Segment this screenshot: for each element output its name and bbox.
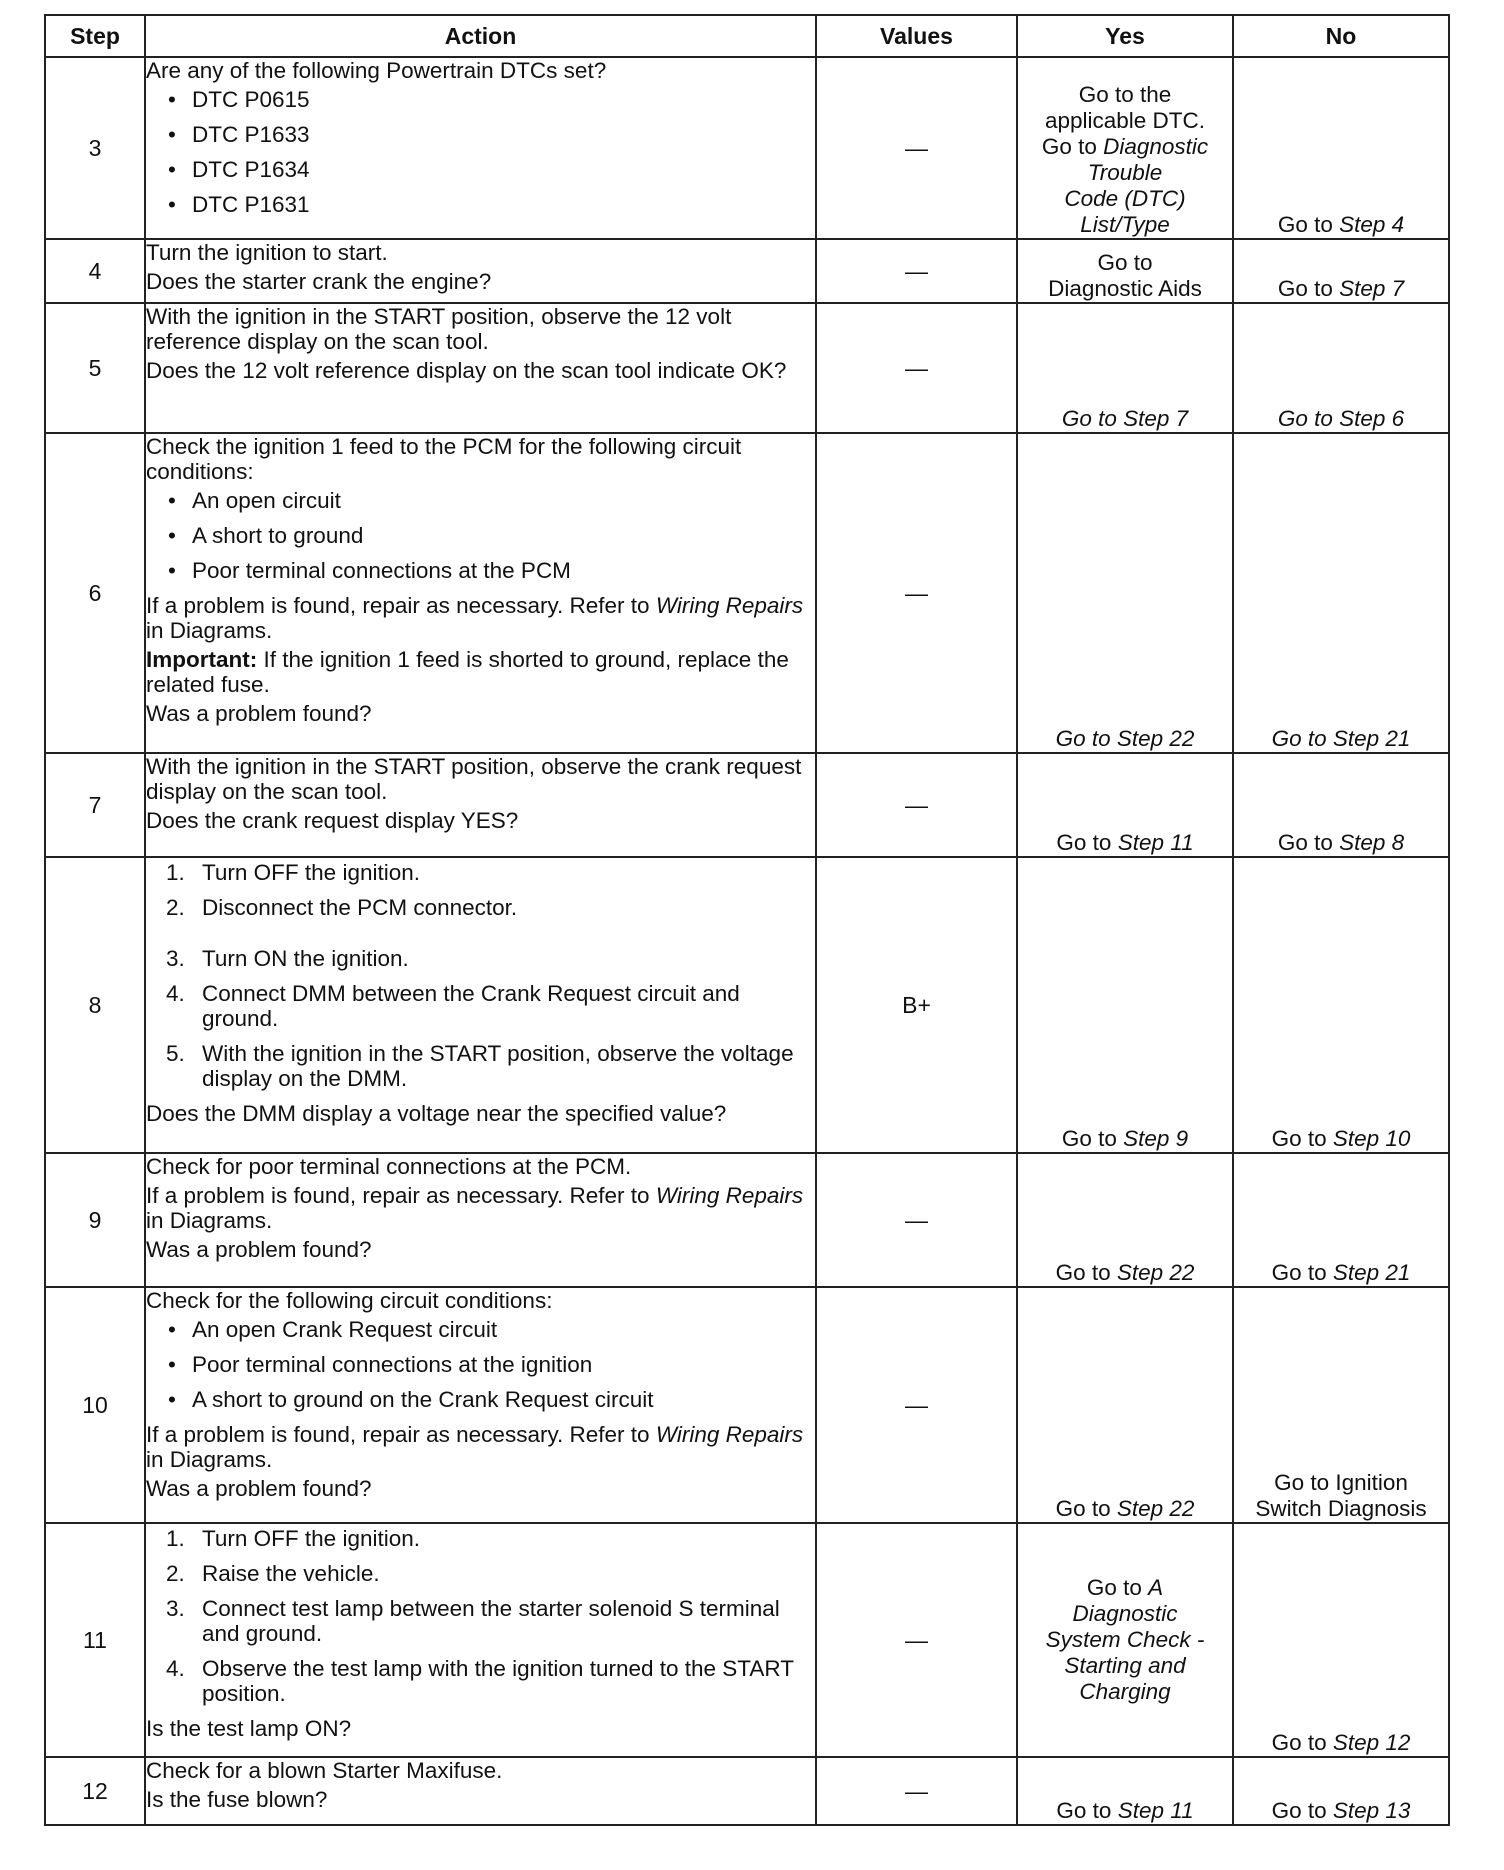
value-cell: B+ xyxy=(816,857,1017,1153)
yes-cell: Go to Step 22 xyxy=(1017,1287,1233,1523)
no-line: Switch Diagnosis xyxy=(1255,1496,1427,1521)
list-item: 3. Connect test lamp between the starter solenoid S terminal and ground. xyxy=(166,1596,780,1646)
value-cell: — xyxy=(816,1757,1017,1825)
table-row xyxy=(45,1287,1449,1523)
table-row xyxy=(45,303,1449,433)
table-row xyxy=(45,433,1449,753)
yes-cell: Go to Step 22 xyxy=(1017,433,1233,753)
step-number: 12 xyxy=(45,1757,145,1825)
list-item: 2. Disconnect the PCM connector. xyxy=(166,895,518,920)
step-number: 3 xyxy=(45,57,145,239)
yes-line: Go to A xyxy=(1086,1575,1164,1600)
no-cell: Go to Step 12 xyxy=(1233,1523,1449,1757)
list-item: • Poor terminal connections at the PCM xyxy=(146,558,815,583)
step-number: 9 xyxy=(45,1153,145,1287)
yes-cell: Go to Step 11 xyxy=(1017,1757,1233,1825)
yes-line: Starting and xyxy=(1064,1653,1186,1678)
procedure-list xyxy=(146,1526,815,1706)
action-cell xyxy=(145,1757,816,1825)
action-question: Are any of the following Powertrain DTCs set? xyxy=(146,58,607,83)
wiring-repairs-ref: Wiring Repairs xyxy=(655,1183,804,1208)
step-number: 5 xyxy=(45,303,145,433)
action-text: With the ignition in the START position, observe the 12 volt reference display on the scan tool. xyxy=(146,304,732,354)
action-cell xyxy=(145,57,816,239)
list-item: 4. Observe the test lamp with the ignition turned to the START position. xyxy=(166,1656,794,1706)
step-number: 10 xyxy=(45,1287,145,1523)
action-question: Is the fuse blown? xyxy=(146,1787,328,1812)
yes-line: Diagnostic Aids xyxy=(1048,276,1202,301)
yes-line: Diagnostic xyxy=(1072,1601,1178,1626)
yes-cell: Go to Step 7 xyxy=(1017,303,1233,433)
action-cell xyxy=(145,303,816,433)
step-number: 7 xyxy=(45,753,145,857)
action-question: Was a problem found? xyxy=(146,701,372,726)
header-action: Action xyxy=(145,15,816,57)
action-text: Check for poor terminal connections at the PCM. xyxy=(146,1154,632,1179)
no-cell: Go to Step 6 xyxy=(1233,303,1449,433)
action-question: Does the 12 volt reference display on the scan tool indicate OK? xyxy=(146,358,787,383)
list-item: 2. Raise the vehicle. xyxy=(166,1561,380,1586)
important-note: Important: If the ignition 1 feed is shorted to ground, replace the related fuse. xyxy=(146,647,789,697)
action-cell xyxy=(145,857,816,1153)
list-item: • An open Crank Request circuit xyxy=(146,1317,815,1342)
value-cell: — xyxy=(816,433,1017,753)
dtc-list xyxy=(146,87,815,217)
value-cell: — xyxy=(816,57,1017,239)
action-question: Is the test lamp ON? xyxy=(146,1716,352,1741)
no-cell xyxy=(1233,1287,1449,1523)
action-question: Was a problem found? xyxy=(146,1476,372,1501)
yes-line: Charging xyxy=(1079,1679,1171,1704)
no-cell: Go to Step 21 xyxy=(1233,433,1449,753)
action-text: If a problem is found, repair as necessary. Refer to Wiring Repairs in Diagrams. xyxy=(146,1183,804,1233)
list-item: • DTC P0615 xyxy=(146,87,815,112)
step-number: 6 xyxy=(45,433,145,753)
step-number: 8 xyxy=(45,857,145,1153)
step-number: 11 xyxy=(45,1523,145,1757)
yes-line: System Check - xyxy=(1045,1627,1205,1652)
action-cell xyxy=(145,1523,816,1757)
list-item: 4. Connect DMM between the Crank Request circuit and ground. xyxy=(166,981,740,1031)
action-cell xyxy=(145,753,816,857)
no-cell: Go to Step 21 xyxy=(1233,1153,1449,1287)
yes-cell: Go to Step 22 xyxy=(1017,1153,1233,1287)
wiring-repairs-ref: Wiring Repairs xyxy=(655,593,804,618)
table-row xyxy=(45,1757,1449,1825)
action-text: Check for the following circuit conditions: xyxy=(146,1288,553,1313)
table-row xyxy=(45,1153,1449,1287)
no-cell: Go to Step 13 xyxy=(1233,1757,1449,1825)
list-item: • Poor terminal connections at the ignition xyxy=(146,1352,815,1377)
value-cell: — xyxy=(816,753,1017,857)
condition-list xyxy=(146,1317,815,1412)
list-item: • DTC P1633 xyxy=(146,122,815,147)
value-cell: — xyxy=(816,1153,1017,1287)
value-cell: — xyxy=(816,1287,1017,1523)
yes-line: List/Type xyxy=(1080,212,1170,237)
action-text: If a problem is found, repair as necessary. Refer to Wiring Repairs in Diagrams. xyxy=(146,1422,804,1472)
header-row xyxy=(45,15,1449,57)
yes-cell xyxy=(1017,1523,1233,1757)
wiring-repairs-ref: Wiring Repairs xyxy=(655,1422,804,1447)
list-item: • A short to ground on the Crank Request circuit xyxy=(146,1387,815,1412)
action-question: Does the crank request display YES? xyxy=(146,808,519,833)
table-row xyxy=(45,857,1449,1153)
list-item: • DTC P1634 xyxy=(146,157,815,182)
action-cell xyxy=(145,1287,816,1523)
yes-cell xyxy=(1017,57,1233,239)
list-item: 1. Turn OFF the ignition. xyxy=(166,860,421,885)
no-cell: Go to Step 7 xyxy=(1233,239,1449,303)
condition-list xyxy=(146,488,815,583)
list-item: 5. With the ignition in the START position, observe the voltage display on the DMM. xyxy=(166,1041,794,1091)
no-cell: Go to Step 4 xyxy=(1233,57,1449,239)
yes-cell: Go to Step 9 xyxy=(1017,857,1233,1153)
header-step: Step xyxy=(45,15,145,57)
action-cell xyxy=(145,1153,816,1287)
action-text: Turn the ignition to start. xyxy=(146,240,388,265)
action-question: Was a problem found? xyxy=(146,1237,372,1262)
no-line: Go to Ignition xyxy=(1274,1470,1408,1495)
yes-line: Trouble xyxy=(1087,160,1163,185)
action-question: Does the starter crank the engine? xyxy=(146,269,492,294)
table-row xyxy=(45,1523,1449,1757)
action-text: With the ignition in the START position, observe the crank request display on the scan tool. xyxy=(146,754,802,804)
list-item: 3. Turn ON the ignition. xyxy=(166,946,409,971)
action-text: Check the ignition 1 feed to the PCM for the following circuit conditions: xyxy=(146,434,742,484)
action-cell xyxy=(145,239,816,303)
step-number: 4 xyxy=(45,239,145,303)
table-row xyxy=(45,57,1449,239)
diagnostic-table xyxy=(44,14,1450,1826)
no-cell: Go to Step 8 xyxy=(1233,753,1449,857)
yes-line: Go to Diagnostic xyxy=(1041,134,1209,159)
yes-line: Code (DTC) xyxy=(1064,186,1186,211)
action-question: Does the DMM display a voltage near the specified value? xyxy=(146,1101,727,1126)
table-row xyxy=(45,753,1449,857)
action-text: If a problem is found, repair as necessary. Refer to Wiring Repairs in Diagrams. xyxy=(146,593,804,643)
list-item: • DTC P1631 xyxy=(146,192,815,217)
no-cell: Go to Step 10 xyxy=(1233,857,1449,1153)
action-text: Check for a blown Starter Maxifuse. xyxy=(146,1758,503,1783)
yes-cell xyxy=(1017,239,1233,303)
yes-line: Go to the xyxy=(1078,82,1172,107)
action-cell xyxy=(145,433,816,753)
yes-line: applicable DTC. xyxy=(1044,108,1206,133)
header-values: Values xyxy=(816,15,1017,57)
value-cell: — xyxy=(816,239,1017,303)
list-item: 1. Turn OFF the ignition. xyxy=(166,1526,421,1551)
value-cell: — xyxy=(816,1523,1017,1757)
list-item: • An open circuit xyxy=(146,488,815,513)
procedure-list xyxy=(146,860,815,1091)
yes-line: Go to xyxy=(1097,250,1153,275)
header-yes: Yes xyxy=(1017,15,1233,57)
value-cell: — xyxy=(816,303,1017,433)
list-item: • A short to ground xyxy=(146,523,815,548)
header-no: No xyxy=(1233,15,1449,57)
table-row xyxy=(45,239,1449,303)
yes-cell: Go to Step 11 xyxy=(1017,753,1233,857)
